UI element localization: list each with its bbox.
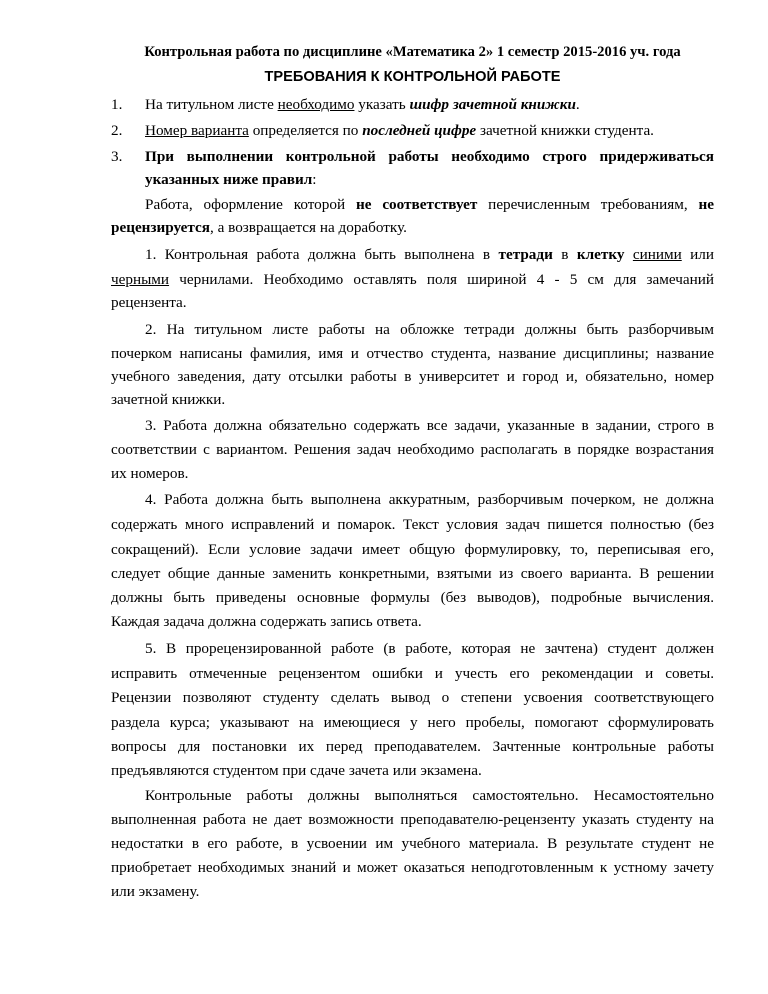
rule-2-line-1: 2. На титульном листе работы на обложке тетради должны быть разборчивым xyxy=(145,321,714,338)
closing-line-2: выполненная работа не дает возможности преподавателю-рецензенту указать студенту на xyxy=(111,811,714,828)
rule-5-line-6: предъявляются студентом при сдаче зачета или экзамена. xyxy=(111,762,482,779)
rule-5-line-1: 5. В прорецензированной работе (в работе, которая не зачтена) студент должен xyxy=(145,640,714,657)
rule-2-line-2: почерком написаны фамилия, имя и отчество студента, название дисциплины; название xyxy=(111,345,714,362)
rule-3-line-3: их номеров. xyxy=(111,465,189,482)
closing-line-4: приобретает необходимых знаний и может оказаться неподготовленным к устному зачету xyxy=(111,859,714,876)
item-text-3-line-2: указанных ниже правил: xyxy=(145,171,317,188)
rule-4-line-5: должны быть приведены основные формулы (без выводов), подробные вычисления. xyxy=(111,589,714,606)
rule-2-line-3: учебного заведения, дату отсылки работы в университет и город и, обязательно, номер xyxy=(111,368,714,385)
rule-5-line-2: исправить отмеченные рецензентом ошибки и учесть его рекомендации и советы. xyxy=(111,665,714,682)
document-title: Контрольная работа по дисциплине «Математика 2» 1 семестр 2015-2016 уч. года xyxy=(144,44,681,60)
item-number-1: 1. xyxy=(111,96,123,113)
rule-2-line-4: зачетной книжки. xyxy=(111,391,226,408)
item-text-3-line-1: При выполнении контрольной работы необходимо строго придерживаться xyxy=(145,148,714,165)
item-text-2: Номер варианта определяется по последней цифре зачетной книжки студента. xyxy=(145,122,654,139)
rule-4-line-3: сокращений). Если условие задачи имеет общую формулировку, то, переписывая его, xyxy=(111,541,714,558)
item-number-3: 3. xyxy=(111,148,123,165)
intro-line-2: рецензируется, а возвращается на доработку. xyxy=(111,219,407,236)
rule-1-line-1: 1. Контрольная работа должна быть выполнена в тетради в клетку синими или xyxy=(145,246,714,263)
rule-4-line-6: Каждая задача должна содержать запись ответа. xyxy=(111,613,422,630)
closing-line-3: недостатки в его работе, в усвоении им учебного материала. В результате студент не xyxy=(111,835,714,852)
rule-5-line-5: вопросы для постановки их перед преподавателем. Зачтенные контрольные работы xyxy=(111,738,714,755)
intro-line-1: Работа, оформление которой не соответствует перечисленным требованиям, не xyxy=(145,196,714,213)
rule-1-line-3: рецензента. xyxy=(111,294,187,311)
rule-4-line-4: следует общие данные заменить конкретными, взятыми из своего варианта. В решении xyxy=(111,565,714,582)
closing-line-1: Контрольные работы должны выполняться самостоятельно. Несамостоятельно xyxy=(145,787,714,804)
rule-3-line-1: 3. Работа должна обязательно содержать все задачи, указанные в задании, строго в xyxy=(145,417,714,434)
rule-3-line-2: соответствии с вариантом. Решения задач необходимо располагать в порядке возрастания xyxy=(111,441,714,458)
requirements-heading: ТРЕБОВАНИЯ К КОНТРОЛЬНОЙ РАБОТЕ xyxy=(264,69,561,85)
closing-line-5: или экзамену. xyxy=(111,883,200,900)
item-text-1: На титульном листе необходимо указать шифр зачетной книжки. xyxy=(145,96,580,113)
rule-5-line-3: Рецензии позволяют студенту сделать вывод о степени усвоения соответствующего xyxy=(111,689,714,706)
rule-1-line-2: черными чернилами. Необходимо оставлять поля шириной 4 - 5 см для замечаний xyxy=(111,271,714,288)
rule-4-line-2: содержать много исправлений и помарок. Текст условия задач пишется полностью (без xyxy=(111,516,714,533)
rule-5-line-4: раздела курса; указывают на имеющиеся у него пробелы, помогают сформулировать xyxy=(111,714,714,731)
item-number-2: 2. xyxy=(111,122,123,139)
rule-4-line-1: 4. Работа должна быть выполнена аккуратным, разборчивым почерком, не должна xyxy=(145,491,714,508)
